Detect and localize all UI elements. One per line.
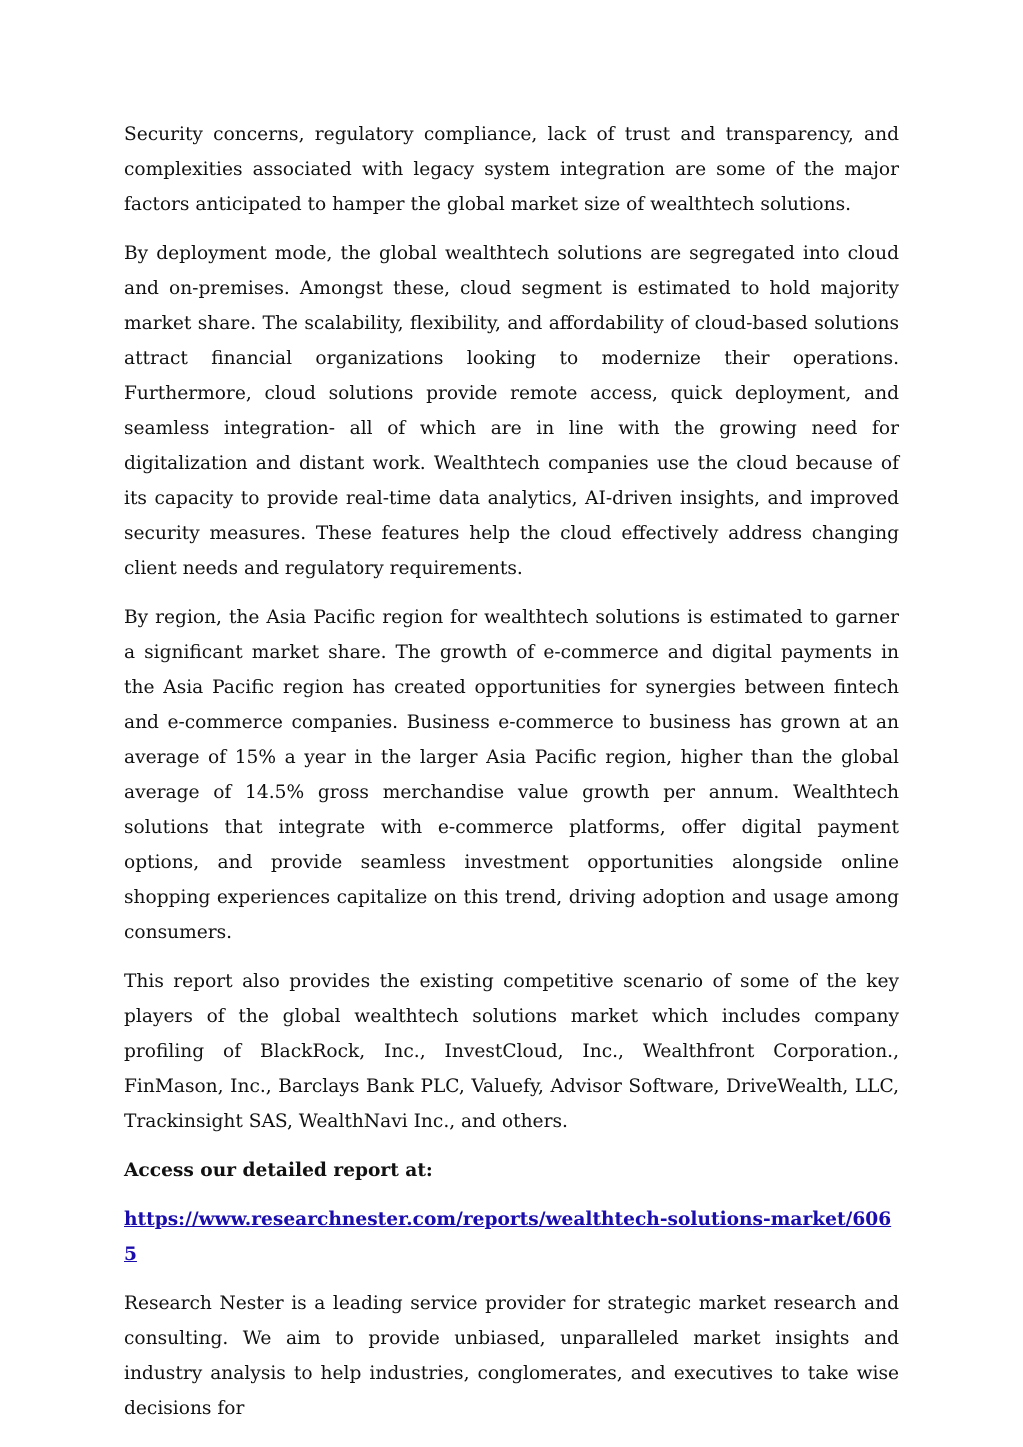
- report-link[interactable]: https://www.researchnester.com/reports/wealthtech-solutions-market/6065: [124, 1209, 892, 1265]
- paragraph-key-players: This report also provides the existing competitive scenario of some of the key players of the global wealthtech solutions market which includes company profiling of BlackRock, Inc., InvestCloud, Inc., Wealthfront Corporation., FinMason, Inc., Barclays Bank PLC, Valuefy, Advisor Software, DriveWealth, LLC, Trackinsight SAS, WealthNavi Inc., and others.: [124, 971, 899, 1132]
- paragraph-deployment-mode: By deployment mode, the global wealthtech solutions are segregated into cloud and on-premises. Amongst these, cloud segment is estimated to hold majority market share. The scalability, flexibility, and affordability of cloud-based solutions attract financial organizations looking to modernize their operations. Furthermore, cloud solutions provide remote access, quick deployment, and seamless integration- all of which are in line with the growing need for digitalization and distant work. Wealthtech companies use the cloud because of its capacity to provide real-time data analytics, AI-driven insights, and improved security measures. These features help the cloud effectively address changing client needs and regulatory requirements.: [124, 243, 899, 579]
- report-link-container: [124, 1202, 899, 1272]
- document-page: [124, 117, 899, 1440]
- paragraph-about-research-nester: Research Nester is a leading service provider for strategic market research and consulting. We aim to provide unbiased, unparalleled market insights and industry analysis to help industries, conglomerates, and executives to take wise decisions for: [124, 1293, 899, 1419]
- paragraph-restraints: Security concerns, regulatory compliance, lack of trust and transparency, and complexities associated with legacy system integration are some of the major factors anticipated to hamper the global market size of wealthtech solutions.: [124, 124, 899, 215]
- paragraph-region: By region, the Asia Pacific region for wealthtech solutions is estimated to garner a significant market share. The growth of e-commerce and digital payments in the Asia Pacific region has created opportunities for synergies between fintech and e-commerce companies. Business e-commerce to business has grown at an average of 15% a year in the larger Asia Pacific region, higher than the global average of 14.5% gross merchandise value growth per annum. Wealthtech solutions that integrate with e-commerce platforms, offer digital payment options, and provide seamless investment opportunities alongside online shopping experiences capitalize on this trend, driving adoption and usage among consumers.: [124, 607, 899, 943]
- access-report-heading: Access our detailed report at:: [124, 1160, 433, 1181]
